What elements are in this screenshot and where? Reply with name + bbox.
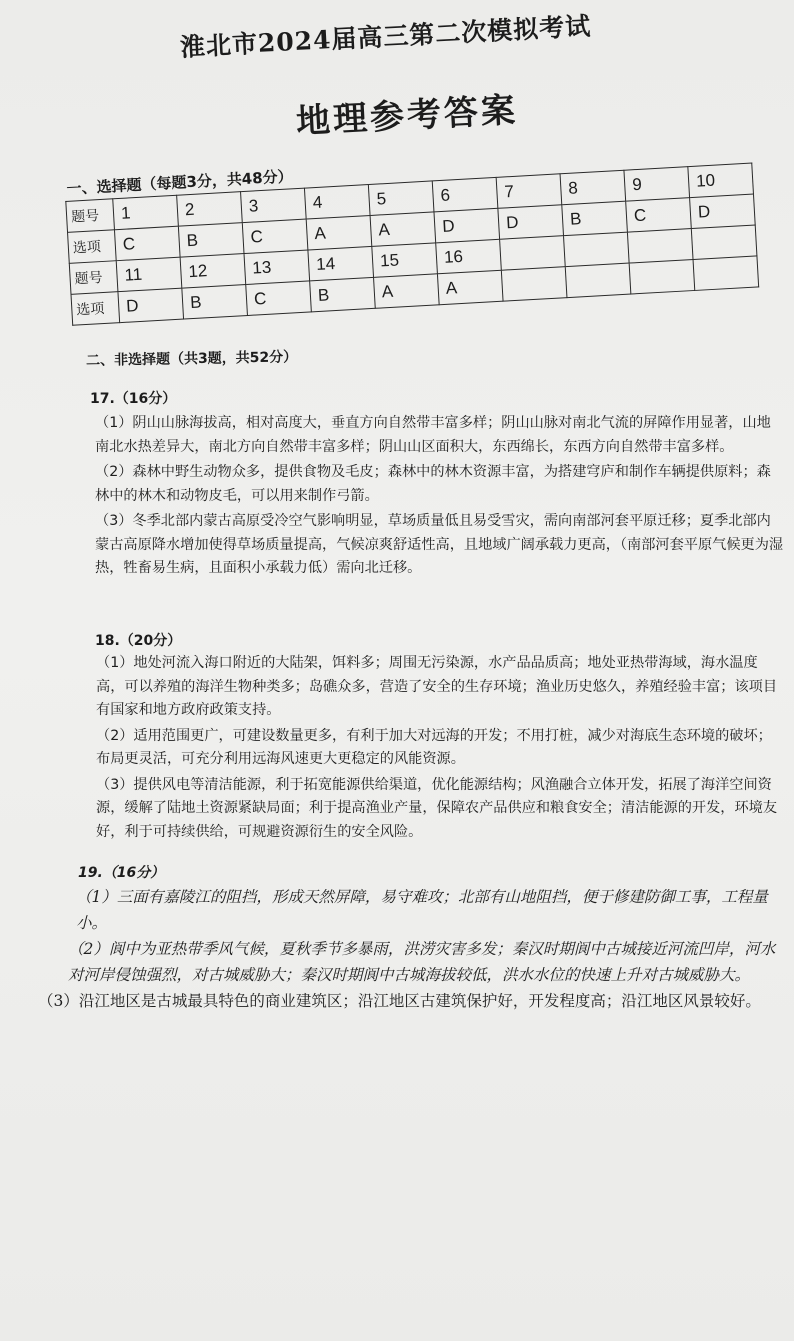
question-number: 16 bbox=[436, 239, 502, 274]
answer-cell: B bbox=[310, 277, 376, 312]
answer-cell: B bbox=[182, 285, 248, 320]
question-number: 6 bbox=[432, 177, 498, 212]
q17-part2: （2）森林中野生动物众多，提供食物及毛皮；森林中的林木资源丰富，为搭建穹庐和制作车辆提供原料；森林中的林木和动物皮毛，可以用来制作弓箭。 bbox=[95, 464, 771, 504]
q18-title: 18.（20分） bbox=[95, 633, 182, 649]
question-number: 1 bbox=[113, 195, 179, 230]
q18-part3: （3）提供风电等清洁能源，利于拓宽能源供给渠道，优化能源结构；风渔融合立体开发，拓展了海洋空间资源，缓解了陆地土资源紧缺局面；利于提高渔业产量，保障农产品供应和粮食安全；清洁能源的开发，环境友好，利于可持续供给，可规避资源衍生的安全风险。 bbox=[96, 776, 778, 840]
question-number: 8 bbox=[560, 170, 626, 205]
answer-cell: D bbox=[690, 194, 756, 229]
multiple-choice-section bbox=[64, 138, 779, 325]
question-number: 12 bbox=[180, 254, 246, 289]
question-number: 3 bbox=[241, 188, 307, 223]
q19-part1: （1）三面有嘉陵江的阻挡，形成天然屏障，易守难攻；北部有山地阻挡，便于修建防御工事，工程量小。 bbox=[76, 888, 768, 932]
answer-cell: C bbox=[626, 198, 692, 233]
row-label-question: 题号 bbox=[66, 199, 115, 233]
row-label-option: 选项 bbox=[71, 292, 120, 326]
empty-cell bbox=[500, 236, 566, 271]
q18-part2: （2）适用范围更广，可建设数量更多，有利于加大对远海的开发；不用打桩，减少对海底生态环境的破坏；布局更灵活，可充分利用远海风速更大更稳定的风能资源。 bbox=[96, 727, 772, 767]
empty-cell bbox=[501, 267, 567, 302]
question-number: 2 bbox=[177, 192, 243, 227]
question-number: 9 bbox=[624, 167, 690, 202]
empty-cell bbox=[564, 232, 630, 267]
question-number: 13 bbox=[244, 250, 310, 285]
q17-part1: （1）阴山山脉海拔高，相对高度大，垂直方向自然带丰富多样；阴山山脉对南北气流的屏障作用显著，山地南北水热差异大，南北方向自然带丰富多样；阴山山区面积大，东西绵长，东西方向自然带丰富多样。 bbox=[95, 415, 771, 455]
row-label-option: 选项 bbox=[68, 230, 117, 264]
question-number: 7 bbox=[496, 174, 562, 209]
answer-cell: B bbox=[178, 223, 244, 258]
answer-cell: A bbox=[437, 270, 503, 305]
answer-cell: A bbox=[306, 215, 372, 250]
row-label-question: 题号 bbox=[69, 261, 118, 295]
exam-title: 淮北市2024届高三第二次模拟考试 bbox=[179, 11, 592, 62]
question-number: 4 bbox=[304, 185, 370, 220]
q19-answer bbox=[38, 884, 784, 1014]
answer-cell: C bbox=[114, 226, 180, 261]
q19-part3: （3）沿江地区是古城最具特色的商业建筑区；沿江地区古建筑保护好，开发程度高；沿江地区风景较好。 bbox=[38, 992, 761, 1010]
q17-title: 17.（16分） bbox=[90, 391, 177, 407]
answer-cell: A bbox=[374, 274, 440, 309]
q17-answer bbox=[95, 412, 785, 581]
multiple-choice-heading: 一、选择题（每题3分，共48分） bbox=[66, 167, 294, 198]
question-number: 11 bbox=[116, 257, 182, 292]
subject-title: 地理参考答案 bbox=[295, 90, 519, 142]
answer-cell: D bbox=[498, 205, 564, 240]
answer-cell: D bbox=[434, 208, 500, 243]
empty-cell bbox=[693, 256, 759, 291]
q19-title: 19.（16分） bbox=[78, 865, 165, 881]
question-number: 5 bbox=[368, 181, 434, 216]
q18-answer bbox=[96, 652, 786, 844]
empty-cell bbox=[629, 260, 695, 295]
question-number: 14 bbox=[308, 246, 374, 281]
answer-cell: C bbox=[246, 281, 312, 316]
answer-cell: C bbox=[242, 219, 308, 254]
answer-cell: A bbox=[370, 212, 436, 247]
answer-cell: D bbox=[118, 288, 184, 323]
empty-cell bbox=[691, 225, 757, 260]
q17-part3: （3）冬季北部内蒙古高原受冷空气影响明显，草场质量低且易受雪灾，需向南部河套平原迁移；夏季北部内蒙古高原降水增加使得草场质量提高，气候凉爽舒适性高，且地域广阔承载力更高，（南部河套平原气候更为湿热，牲畜易生病，且面积小承载力低）需向北迁移。 bbox=[95, 513, 784, 576]
empty-cell bbox=[565, 263, 631, 298]
answer-cell: B bbox=[562, 201, 628, 236]
question-number: 10 bbox=[688, 163, 754, 198]
q18-part1: （1）地处河流入海口附近的大陆架，饵料多；周围无污染源，水产品品质高；地处亚热带海域，海水温度高，可以养殖的海洋生物种类多；岛礁众多，营造了安全的生存环境；渔业历史悠久，养殖经验丰富；该项目有国家和地方政府政策支持。 bbox=[96, 655, 778, 718]
q19-part2: （2）阆中为亚热带季风气候，夏秋季节多暴雨，洪涝灾害多发；秦汉时期阆中古城接近河流凹岸，河水对河岸侵蚀强烈，对古城威胁大；秦汉时期阆中古城海拔较低，洪水水位的快速上升对古城威胁大。 bbox=[68, 940, 776, 984]
empty-cell bbox=[627, 229, 693, 264]
question-number: 15 bbox=[372, 243, 438, 278]
non-choice-heading: 二、非选择题（共3题，共52分） bbox=[85, 349, 298, 369]
